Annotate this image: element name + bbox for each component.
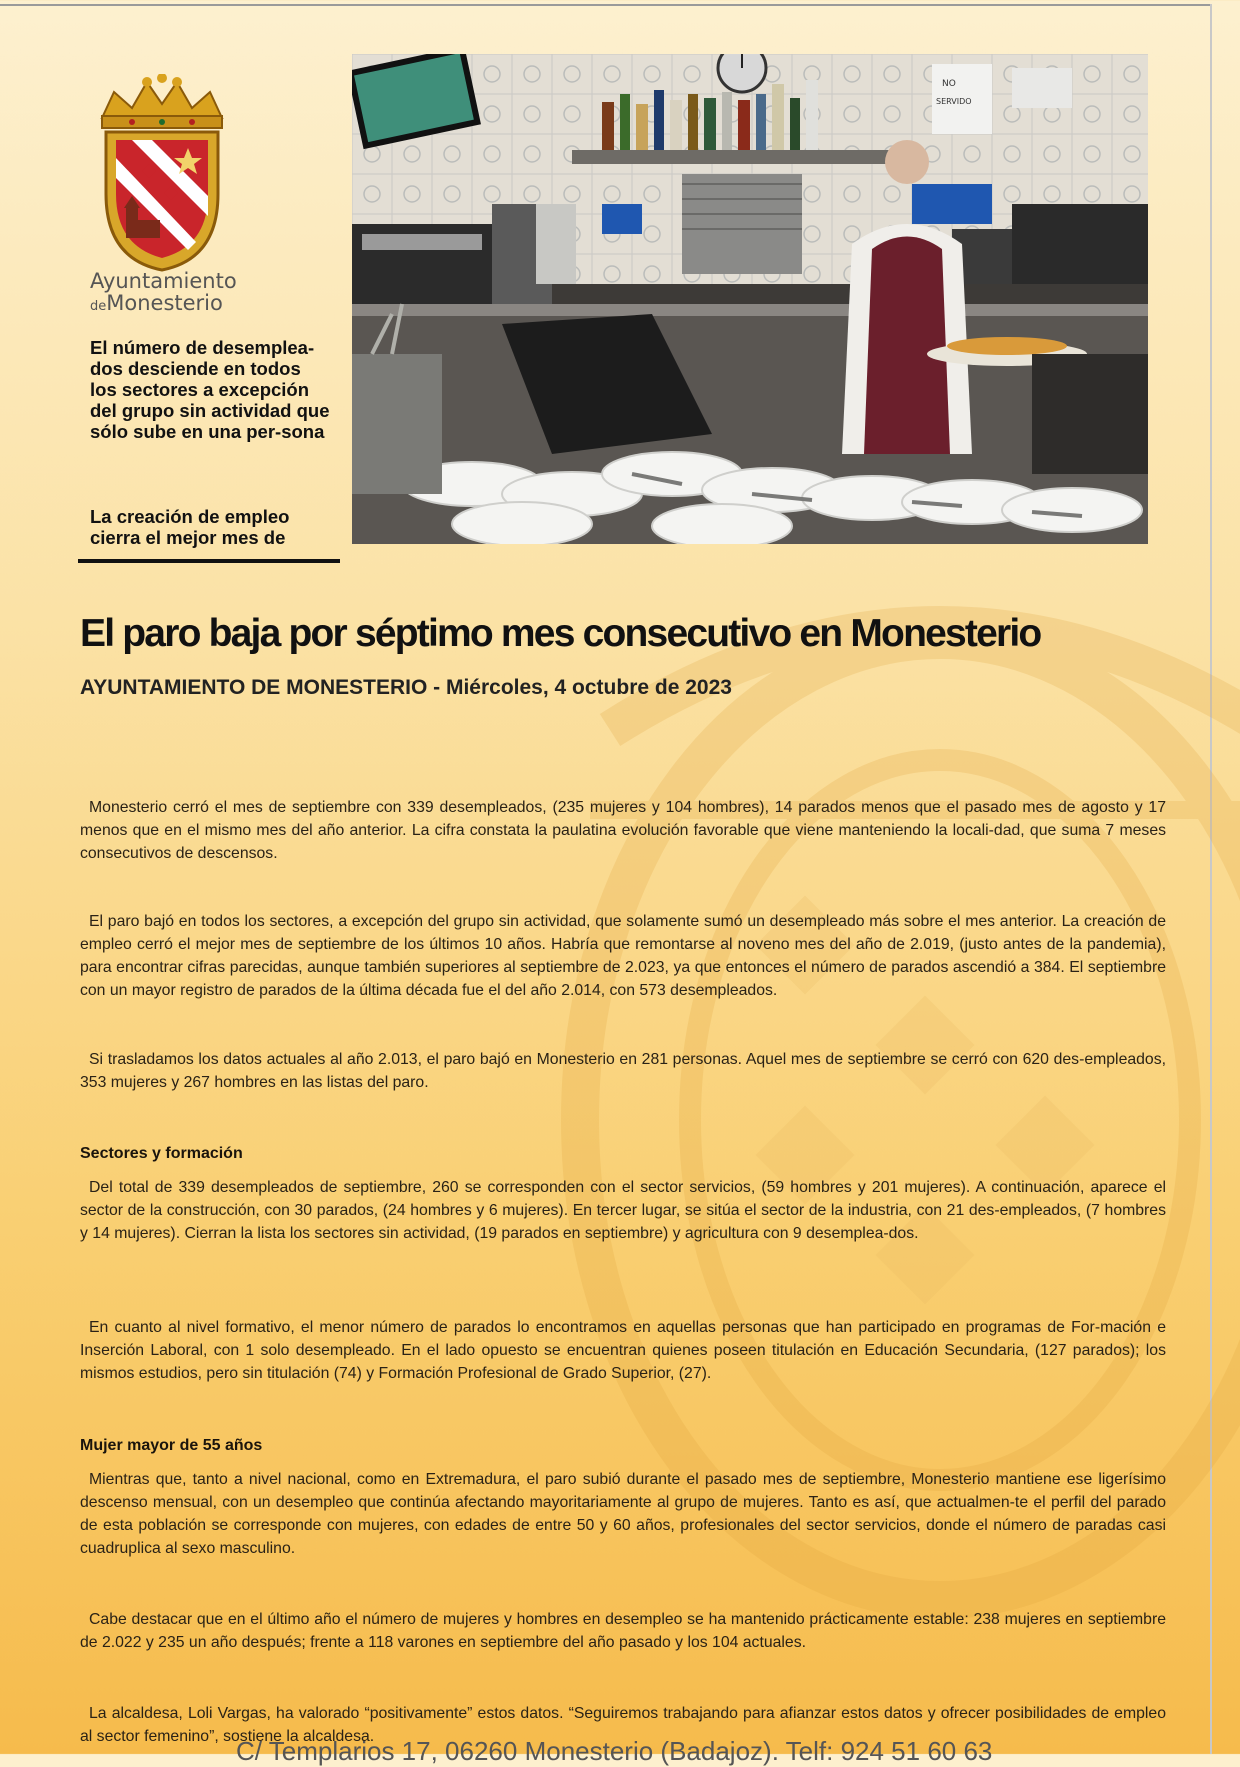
article-paragraph-4 — [80, 1176, 1166, 1245]
page-right-border — [1210, 4, 1212, 1754]
clock-icon — [718, 54, 766, 92]
paragraph-text: Del total de 339 desempleados de septiembre, 260 se corresponden con el sector servicios, (59 hombres y 201 mujeres). A continuación, aparece el sector de la construcción, con 30 parados, (24 hombres y 6 mujeres). En tercer lugar, se sitúa el sector de la industria, con 21 des-empleados, (7 hombres y 14 mujeres). Cierran la lista los sectores sin actividad, (19 parados en septiembre) y agricultura con 9 desemplea-dos. — [80, 1179, 1166, 1242]
logo-name-line2: Monesterio — [106, 291, 223, 315]
section-heading-text: Mujer mayor de 55 años — [80, 1437, 263, 1454]
article-paragraph-3 — [80, 1048, 1166, 1094]
sign-text-1: NO — [942, 79, 956, 89]
municipal-coat-of-arms-icon — [92, 74, 232, 274]
logo-name-line1: Ayuntamiento — [90, 269, 237, 293]
article-paragraph-6 — [80, 1468, 1166, 1560]
paragraph-text: Cabe destacar que en el último año el número de mujeres y hombres en desempleo se ha mantenido prácticamente estable: 238 mujeres en septiembre de 2.022 y 235 un año después; frente a 118 varones en septiembre del año pasado y los 104 actuales. — [80, 1611, 1166, 1651]
page-top-border — [0, 4, 1212, 6]
paragraph-text: Mientras que, tanto a nivel nacional, como en Extremadura, el paro subió durante el pasado mes de septiembre, Monesterio mantiene ese ligerísimo descenso mensual, con un desempleo que continúa afectando mayoritariamente al grupo de mujeres. Tanto es así, que actualmen-te el perfil del parado de esta población se corresponde con mujeres, con edades de entre 50 y 60 años, profesionales del sector servicios, donde el número de paradas casi cuadruplica al sexo masculino. — [80, 1471, 1166, 1557]
paragraph-text: El paro bajó en todos los sectores, a excepción del grupo sin actividad, que solamente sumó un desempleado más sobre el mes anterior. La creación de empleo cerró el mejor mes de septiembre de los últimos 10 años. Habría que remontarse al noveno mes del año de 2.019, (justo antes de la pandemia), para encontrar cifras parecidas, aunque también superiores al septiembre de 2.023, ya que entonces el número de parados ascendió a 384. El septiembre con un mayor registro de parados de la última década fue el del año 2.014, con 573 desempleados. — [80, 913, 1166, 999]
article-paragraph-1 — [80, 796, 1166, 865]
sidebar-highlight-1: El número de desemplea-dos desciende en todos los sectores a excepción del grupo sin actividad que sólo sube en una per-sona — [90, 337, 330, 442]
footer-address: C/ Templarios 17, 06260 Monesterio (Badajoz). Telf: 924 51 60 63 — [236, 1736, 993, 1766]
logo-name-prefix: de — [90, 299, 107, 314]
bar-photo — [352, 54, 1148, 544]
paragraph-text: Monesterio cerró el mes de septiembre con 339 desempleados, (235 mujeres y 104 hombres), 14 parados menos que el pasado mes de agosto y 17 menos que en el mismo mes del año anterior. La cifra constata la paulatina evolución favorable que viene manteniendo la locali-dad, que suma 7 meses consecutivos de descensos. — [80, 799, 1166, 862]
paragraph-text: La alcaldesa, Loli Vargas, ha valorado “positivamente” estos datos. “Seguiremos trabajando para afianzar estos datos y ofrecer posibilidades de empleo al sector femenino”, sostiene la alcaldesa. — [80, 1705, 1166, 1745]
bar-scene-illustration — [352, 54, 1148, 544]
sign-text-2: SERVIDO — [936, 97, 972, 106]
section-heading-sectores — [80, 1142, 1166, 1165]
sidebar-divider — [78, 559, 340, 563]
crown-icon — [102, 74, 222, 128]
section-heading-mujer — [80, 1434, 1166, 1457]
paragraph-text: En cuanto al nivel formativo, el menor número de parados lo encontramos en aquellas personas que han participado en programas de For-mación e Inserción Laboral, con 1 solo desempleado. En el lado opuesto se encuentran quienes poseen titulación en Educación Secundaria, (127 parados); los mismos estudios, pero sin titulación (74) y Formación Profesional de Grado Superior, (27). — [80, 1319, 1166, 1382]
article-paragraph-5 — [80, 1316, 1166, 1385]
article-paragraph-7 — [80, 1608, 1166, 1654]
sidebar-highlight-2: La creación de empleo cierra el mejor mes de — [90, 506, 290, 548]
municipality-name — [90, 270, 240, 318]
section-heading-text: Sectores y formación — [80, 1145, 243, 1162]
paragraph-text: Si trasladamos los datos actuales al año 2.013, el paro bajó en Monesterio en 281 personas. Aquel mes de septiembre se cerró con 620 des-empleados, 353 mujeres y 267 hombres en las listas del paro. — [80, 1051, 1166, 1091]
article-byline: AYUNTAMIENTO DE MONESTERIO - Miércoles, 4 octubre de 2023 — [80, 676, 732, 699]
article-headline: El paro baja por séptimo mes consecutivo en Monesterio — [80, 612, 1041, 655]
article-paragraph-2 — [80, 910, 1166, 1002]
